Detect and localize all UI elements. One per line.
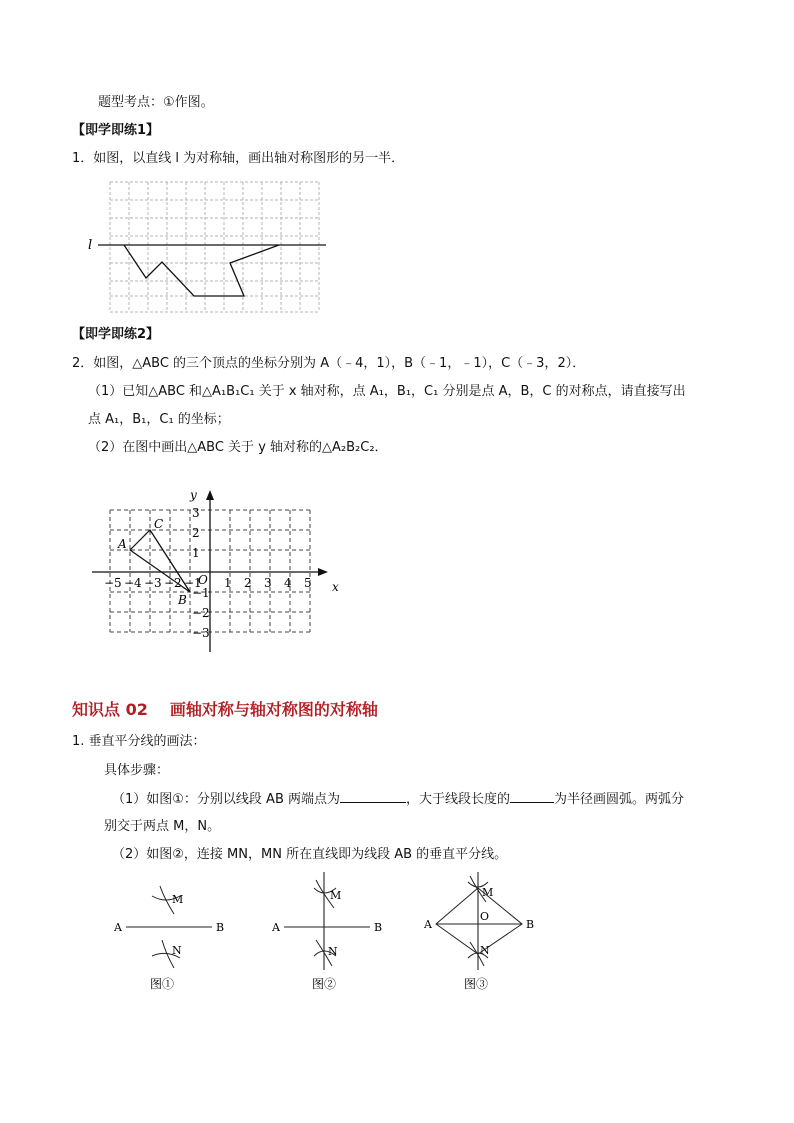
fig2-label-a: A <box>272 921 280 934</box>
question-type-line <box>98 94 214 112</box>
x-tick-label: 3 <box>264 576 272 590</box>
knowledge-point-number: 知识点 02 <box>72 700 148 719</box>
x-tick-label: 5 <box>304 576 312 590</box>
origin-label: O <box>198 573 208 587</box>
practice2-question: 2．如图，△ABC 的三个顶点的坐标分别为 A（﹣4，1），B（﹣1，﹣1），C（﹣3，2）． <box>72 356 586 371</box>
question-type-content: ①作图。 <box>163 95 214 110</box>
step1-line2: 别交于两点 M，N。 <box>104 819 221 834</box>
half-figure-outline <box>124 245 279 296</box>
knowledge-point-title: 画轴对称与轴对称图的对称轴 <box>169 700 378 719</box>
x-tick-label: −2 <box>164 576 182 590</box>
practice2-part1-line2: 点 A₁，B₁，C₁ 的坐标； <box>88 412 230 427</box>
x-tick-label: −5 <box>104 576 122 590</box>
fig1-label-a: A <box>114 921 122 934</box>
fig2-label-m: M <box>330 889 342 902</box>
practice1-grid <box>110 182 319 312</box>
step1-blank-1[interactable] <box>340 790 406 803</box>
fig2-label-n: N <box>328 945 338 958</box>
fig3-label-o: O <box>480 910 490 923</box>
fig3-caption: 图③ <box>464 977 489 991</box>
step1-line <box>112 790 684 809</box>
perp-bisector-heading: 1. 垂直平分线的画法： <box>72 734 206 749</box>
step1-blank-2[interactable] <box>510 790 554 803</box>
steps-label: 具体步骤： <box>104 763 170 778</box>
fig3-label-n: N <box>480 944 490 957</box>
practice2-title: 【即学即练2】 <box>72 327 160 342</box>
x-tick-label: −3 <box>144 576 162 590</box>
x-axis-label: x <box>332 580 339 594</box>
figure-2 <box>264 868 394 994</box>
point-c-label: C <box>154 517 164 531</box>
y-axis-arrow <box>206 490 214 500</box>
x-tick-label: 1 <box>224 576 232 590</box>
y-tick-label: −1 <box>192 586 210 600</box>
fig3-label-m: M <box>482 886 494 899</box>
practice2-part1-line1: （1）已知△ABC 和△A₁B₁C₁ 关于 x 轴对称，点 A₁，B₁，C₁ 分别是点 A，B，C 的对称点，请直接写出 <box>88 384 686 399</box>
x-tick-label: −1 <box>184 576 202 590</box>
step1-prefix: （1）如图①：分别以线段 AB 两端点为 <box>112 792 341 807</box>
step1-suffix: 为半径画圆弧。两弧分 <box>554 792 685 807</box>
point-a-label: A <box>118 537 127 551</box>
step2-line: （2）如图②，连接 MN，MN 所在直线即为线段 AB 的垂直平分线。 <box>112 847 508 862</box>
y-tick-label: −3 <box>192 626 210 640</box>
y-tick-label: 1 <box>192 546 200 560</box>
x-tick-label: 4 <box>284 576 292 590</box>
fig1-label-m: M <box>172 893 184 906</box>
axis-label-l: l <box>88 238 93 253</box>
practice1-figure <box>84 170 334 320</box>
y-tick-label: −2 <box>192 606 210 620</box>
y-axis-label: y <box>190 488 197 502</box>
question-type-label: 题型考点： <box>98 95 164 110</box>
fig1-caption: 图① <box>150 977 175 991</box>
y-tick-label: 2 <box>192 526 200 540</box>
rhombus-amb n <box>436 888 522 954</box>
fig3-label-b: B <box>526 918 535 931</box>
x-axis-arrow <box>318 568 328 576</box>
point-b-label: B <box>178 593 187 607</box>
coordinate-graph <box>88 486 338 656</box>
figure-3 <box>418 868 558 994</box>
x-tick-label: −4 <box>124 576 142 590</box>
x-tick-label: 2 <box>244 576 252 590</box>
fig2-caption: 图② <box>312 977 337 991</box>
fig2-label-b: B <box>374 921 383 934</box>
fig1-label-n: N <box>172 944 182 957</box>
practice1-question: 1．如图，以直线 l 为对称轴，画出轴对称图形的另一半． <box>72 151 405 166</box>
practice2-part2: （2）在图中画出△ABC 关于 y 轴对称的△A₂B₂C₂． <box>88 440 388 455</box>
practice1-title: 【即学即练1】 <box>72 123 160 138</box>
figure-1 <box>108 878 238 994</box>
y-tick-label: 3 <box>192 506 200 520</box>
knowledge-point-heading <box>72 697 378 720</box>
step1-middle: ，大于线段长度的 <box>406 792 511 807</box>
fig3-label-a: A <box>424 918 432 931</box>
fig1-label-b: B <box>216 921 225 934</box>
